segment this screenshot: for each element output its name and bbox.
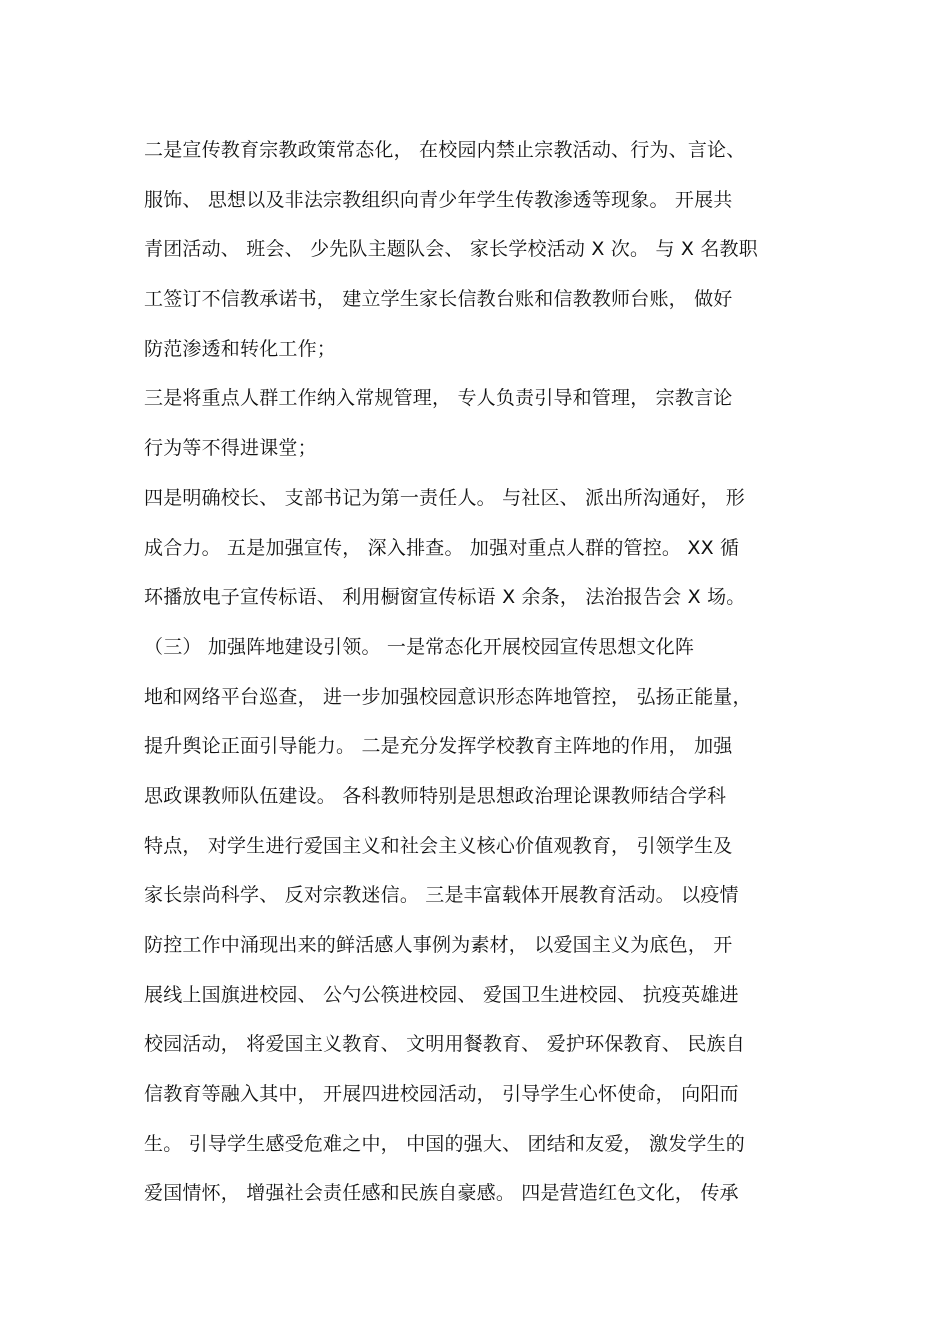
text-line: 校园活动， 将爱国主义教育、 文明用餐教育、 爱护环保教育、 民族自	[144, 1033, 745, 1056]
text-line: 防范渗透和转化工作；	[144, 337, 337, 360]
text-line: 地和网络平台巡查， 进一步加强校园意识形态阵地管控， 弘扬正能量，	[144, 685, 752, 708]
section-heading-line: （三） 加强阵地建设引领。 一是常态化开展校园宣传思想文化阵	[144, 635, 695, 658]
text-line: 二是宣传教育宗教政策常态化， 在校园内禁止宗教活动、行为、言论、	[144, 139, 746, 161]
text-line: 爱国情怀， 增强社会责任感和民族自豪感。 四是营造红色文化， 传承	[144, 1182, 739, 1205]
text-line: 青团活动、 班会、 少先队主题队会、 家长学校活动 X 次。 与 X 名教职	[144, 238, 758, 261]
text-line: 防控工作中涌现出来的鲜活感人事例为素材， 以爱国主义为底色， 开	[144, 934, 733, 956]
body-text	[144, 126, 784, 1219]
text-line: 四是明确校长、 支部书记为第一责任人。 与社区、 派出所沟通好， 形	[144, 486, 745, 509]
text-line: 提升舆论正面引导能力。 二是充分发挥学校教育主阵地的作用， 加强	[144, 735, 733, 758]
text-line: 家长崇尚科学、 反对宗教迷信。 三是丰富载体开展教育活动。 以疫情	[144, 884, 739, 907]
text-line: 特点， 对学生进行爱国主义和社会主义核心价值观教育， 引领学生及	[144, 834, 733, 857]
text-line: 工签订不信教承诺书， 建立学生家长信教台账和信教教师台账， 做好	[144, 288, 733, 311]
text-line: 生。 引导学生感受危难之中， 中国的强大、 团结和友爱， 激发学生的	[144, 1132, 745, 1155]
text-line: 思政课教师队伍建设。 各科教师特别是思想政治理论课教师结合学科	[144, 784, 727, 807]
text-line: 展线上国旗进校园、 公勺公筷进校园、 爱国卫生进校园、 抗疫英雄进	[144, 983, 739, 1006]
text-line: 服饰、 思想以及非法宗教组织向青少年学生传教渗透等现象。 开展共	[144, 188, 733, 211]
text-line: 环播放电子宣传标语、 利用橱窗宣传标语 X 余条， 法治报告会 X 场。	[144, 586, 746, 609]
text-line: 行为等不得进课堂；	[144, 437, 317, 460]
text-line: 成合力。 五是加强宣传， 深入排查。 加强对重点人群的管控。 XX 循	[144, 536, 740, 559]
text-line: 三是将重点人群工作纳入常规管理， 专人负责引导和管理， 宗教言论	[144, 387, 733, 410]
text-line: 信教育等融入其中， 开展四进校园活动， 引导学生心怀使命， 向阳而	[144, 1083, 739, 1106]
